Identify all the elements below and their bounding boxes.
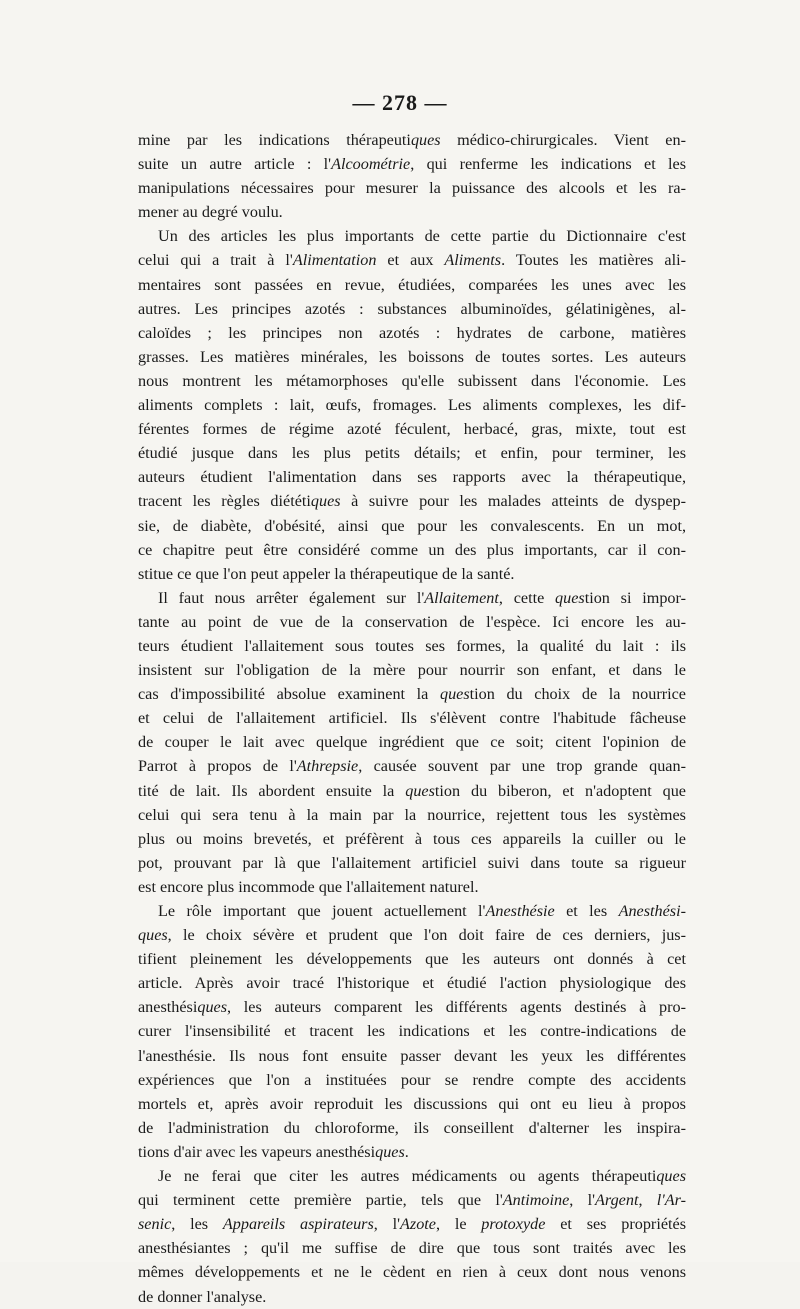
text-line: Il faut nous arrêter également sur l'Allaitement, cette question si impor- — [158, 588, 686, 607]
text-line: de couper le lait avec quelque ingrédient que ce soit; citent l'opinion de — [138, 733, 686, 752]
text-line: auteurs étudient l'alimentation dans ses rapports avec la thérapeutique, — [138, 468, 686, 487]
text-line: plus ou moins brevetés, et préfèrent à tous ces appareils la cuiller ou le — [138, 829, 686, 848]
text-line: anesthésiques, les auteurs comparent les différents agents destinés à pro- — [138, 998, 686, 1017]
text-line: anesthésiantes ; qu'il me suffise de dire que tous sont traités avec les — [138, 1239, 686, 1258]
text-line: tions d'air avec les vapeurs anesthésiques. — [138, 1142, 409, 1161]
text-line: expériences que l'on a instituées pour se rendre compte des accidents — [138, 1070, 686, 1089]
text-line: article. Après avoir tracé l'historique et étudié l'action physiologique des — [138, 974, 686, 993]
text-line: sie, de diabète, d'obésité, ainsi que pour les convalescents. En un mot, — [138, 516, 686, 535]
text-line: curer l'insensibilité et tracent les indications et les contre-indications de — [138, 1022, 686, 1041]
text-line: mortels et, après avoir reproduit les discussions qui ont eu lieu à propos — [138, 1094, 686, 1113]
text-line: cas d'impossibilité absolue examinent la question du choix de la nourrice — [138, 685, 686, 704]
text-line: celui qui a trait à l'Alimentation et aux Aliments. Toutes les matières ali- — [138, 251, 686, 270]
text-line: ques, le choix sévère et prudent que l'on doit faire de ces derniers, jus- — [138, 926, 686, 945]
text-line: pot, prouvant par là que l'allaitement artificiel suivi dans toute sa rigueur — [138, 853, 686, 872]
text-line: tifient pleinement les développements que les auteurs ont donnés à cet — [138, 950, 686, 969]
text-line: férentes formes de régime azoté féculent, herbacé, gras, mixte, tout est — [138, 420, 686, 439]
text-line: mêmes développements et ne le cèdent en rien à ceux dont nous venons — [138, 1263, 686, 1282]
text-line: manipulations nécessaires pour mesurer la puissance des alcools et les ra- — [138, 179, 686, 198]
text-line: mine par les indications thérapeutiques médico-chirurgicales. Vient en- — [138, 131, 686, 149]
text-line: qui terminent cette première partie, tels que l'Antimoine, l'Argent, l'Ar- — [138, 1191, 686, 1210]
text-line: insistent sur l'obligation de la mère pour nourrir son enfant, et dans le — [138, 661, 686, 680]
text-line: l'anesthésie. Ils nous font ensuite passer devant les yeux les différentes — [138, 1046, 686, 1065]
text-line: Parrot à propos de l'Athrepsie, causée souvent par une trop grande quan- — [138, 757, 686, 776]
page-number: — 278 — — [352, 90, 448, 115]
text-line: caloïdes ; les principes non azotés : hydrates de carbone, matières — [138, 323, 686, 342]
text-line: tité de lait. Ils abordent ensuite la question du biberon, et n'adoptent que — [138, 781, 686, 800]
text-line: tracent les règles diététiques à suivre pour les malades atteints de dyspep- — [138, 492, 686, 511]
text-line: aliments complets : lait, œufs, fromages. Les aliments complexes, les dif- — [138, 396, 686, 415]
text-line: tante au point de vue de la conservation de l'espèce. Ici encore les au- — [138, 612, 686, 631]
text-line: grasses. Les matières minérales, les boissons de toutes sortes. Les auteurs — [138, 347, 686, 366]
text-line: ce chapitre peut être considéré comme un des plus importants, car il con- — [138, 540, 686, 559]
text-line: mener au degré voulu. — [138, 203, 283, 222]
text-line: de l'administration du chloroforme, ils conseillent d'alterner les inspira- — [138, 1118, 686, 1137]
text-line: Je ne ferai que citer les autres médicaments ou agents thérapeutiques — [158, 1167, 686, 1186]
body-text — [138, 128, 686, 1309]
text-line: mentaires sont passées en revue, étudiées, comparées les unes avec les — [138, 275, 686, 294]
text-line: est encore plus incommode que l'allaitement naturel. — [138, 877, 479, 896]
text-line: celui qui sera tenu à la main par la nourrice, rejettent tous les systèmes — [138, 805, 686, 824]
text-line: Le rôle important que jouent actuellement l'Anesthésie et les Anesthési- — [158, 902, 686, 920]
text-line: teurs étudient l'allaitement sous toutes ses formes, la qualité du lait : ils — [138, 636, 686, 655]
text-line: nous montrent les métamorphoses qu'elle subissent dans l'économie. Les — [138, 371, 686, 390]
text-line: Un des articles les plus importants de cette partie du Dictionnaire c'est — [158, 227, 686, 246]
text-line: étudié jusque dans les plus petits détails; et enfin, pour terminer, les — [138, 444, 686, 463]
text-line: de donner l'analyse. — [138, 1287, 267, 1306]
text-line: suite un autre article : l'Alcoométrie, qui renferme les indications et les — [138, 155, 686, 174]
text-line: senic, les Appareils aspirateurs, l'Azote, le protoxyde et ses propriétés — [138, 1215, 686, 1234]
text-line: autres. Les principes azotés : substances albuminoïdes, gélatinigènes, al- — [138, 299, 686, 318]
text-line: et celui de l'allaitement artificiel. Ils s'élèvent contre l'habitude fâcheuse — [138, 709, 686, 728]
text-line: stitue ce que l'on peut appeler la thérapeutique de la santé. — [138, 564, 515, 583]
